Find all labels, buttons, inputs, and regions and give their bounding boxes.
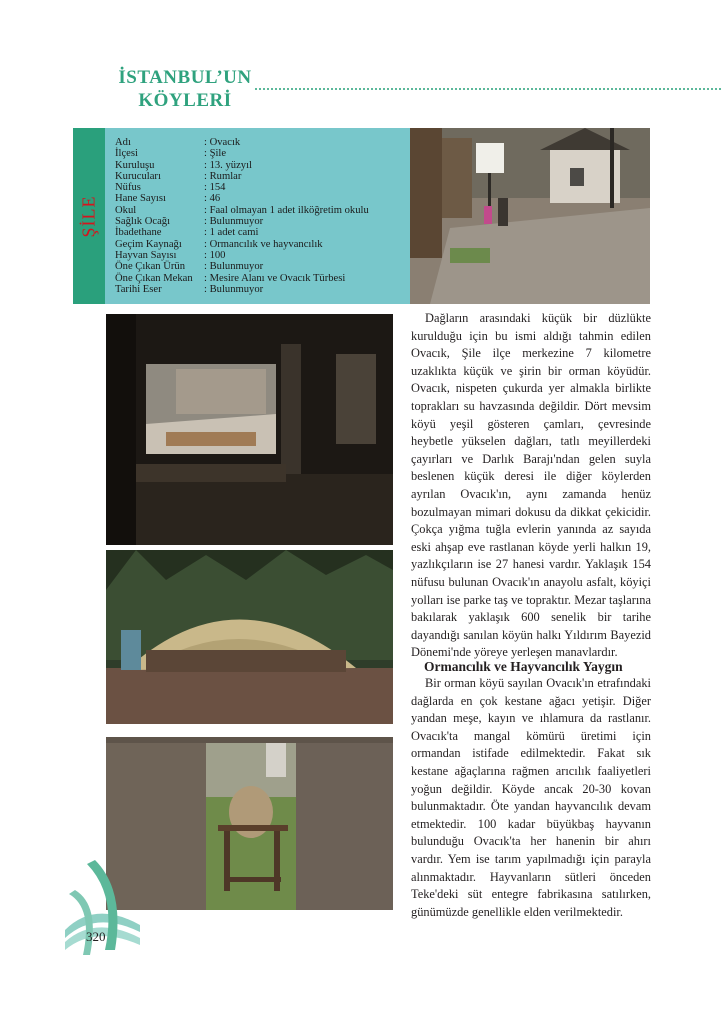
- info-row: [115, 239, 407, 250]
- info-value: : Bulunmuyor: [204, 216, 264, 228]
- info-value: : Ovacık: [204, 137, 241, 148]
- header-title-line2: KÖYLERİ: [138, 90, 232, 111]
- info-label: Sağlık Ocağı: [115, 216, 171, 228]
- header-dotted-rule: [255, 88, 721, 90]
- info-label: Nüfus: [115, 182, 141, 194]
- info-value: : 1 adet cami: [204, 227, 259, 239]
- info-label: Adı: [115, 137, 131, 148]
- info-value: : Faal olmayan 1 adet ilköğretim okulu: [204, 204, 369, 216]
- info-value: : Mesire Alanı ve Ovacık Türbesi: [204, 272, 346, 284]
- info-row: [115, 205, 407, 216]
- village-info-table: [115, 137, 407, 295]
- info-row: [115, 261, 407, 272]
- page-header-title: [100, 66, 270, 112]
- info-row: [115, 273, 407, 284]
- info-value: : Bulunmuyor: [204, 261, 264, 273]
- info-label: Öne Çıkan Ürün: [115, 261, 186, 273]
- district-label: [73, 128, 105, 304]
- info-label: Kuruluşu: [115, 159, 155, 171]
- info-label: İlçesi: [115, 148, 138, 160]
- info-label: Okul: [115, 204, 137, 216]
- info-value: : 100: [204, 249, 226, 261]
- info-row: [115, 227, 407, 238]
- info-label: Hane Sayısı: [115, 193, 166, 205]
- info-row: [115, 160, 407, 171]
- info-value: : Bulunmuyor: [204, 283, 264, 295]
- page-number: 320: [86, 929, 106, 944]
- info-row: [115, 148, 407, 159]
- info-row: [115, 137, 407, 148]
- info-row: [115, 250, 407, 261]
- info-value: : Ormancılık ve hayvancılık: [204, 238, 323, 250]
- charcoal-kiln-photo: [106, 550, 393, 724]
- info-value: : 13. yüzyıl: [204, 159, 252, 171]
- header-title-line1: İSTANBUL’UN: [118, 67, 252, 88]
- info-value: : 154: [204, 182, 226, 194]
- article-text-intro: [411, 310, 651, 662]
- info-label: İbadethane: [115, 227, 162, 239]
- info-row: [115, 284, 407, 295]
- section-heading: Ormancılık ve Hayvancılık Yaygın: [424, 659, 623, 674]
- paragraph-intro: Dağların arasındaki küçük bir düzlükte kurulduğu için bu ismi aldığı tahmin edilen Ovacık, Şile ilçe merkezine 7 kilometre uzaklıkta küçük ve şirin bir orman köyüdür. Ovacık, nispeten çukurda yer almakla birlikte toprakları su havzasında değildir. Dört mevsim köyü yeşil gösteren çamları, çevresinde heybetle yükselen dağları, tatlı meyillerdeki çayırları ve Darlık Barajı'ndan gelen suyla beslenen küçük deresi ile diğer köylerden ayrılan Ovacık'ın, aynı zamanda henüz bozulmayan mimari dokusu da dikkat çekicidir. Çokça yığma tuğla evlerin yanında az sayıda eski ahşap eve rastlanan köyde yerli halkın 19, yazlıkçıların ise 27 hanesi vardır. Yaklaşık 154 nüfusu bulunan Ovacık'ın anayolu asfalt, köyiçi yolları ise parke taş ve topraktır. Mezar taşlarına bakılarak yaklaşık 600 senelik bir tarihe dayandığı sanılan köyün halkı Yıldırım Bayezid Dönemi'nde yöreye yerleşen manavlardır.: [411, 311, 651, 660]
- info-value: : 46: [204, 193, 221, 205]
- paragraph-forestry: Bir orman köyü sayılan Ovacık'ın etrafındaki dağlarda en çok kestane ağacı yetişir. Diğer yandan meşe, kayın ve ıhlamura da rastlanır. Ovacık'ta mangal kömürü üretimi için ormandan istifade edilmektedir. Fakat sık kestane ağaçlarına rağmen arıcılık faaliyetleri yoğun değildir. Köyde ancak 20-30 kovan bulunmaktadır. Öte yandan hayvancılık devam etmektedir. 100 kadar büyükbaş hayvanın bulunduğu Ovacık'ta her hanenin bir ahırı vardır. Yem ise tarım yapılmadığı için parayla alınmaktadır. Hayvanların sütleri önceden Teke'deki süt entegre fabrikasına satılırken, günümüzde genellikle elden verilmektedir.: [411, 676, 651, 919]
- info-row: [115, 171, 407, 182]
- info-label: Tarihi Eser: [115, 283, 162, 295]
- grindstone-photo: [106, 737, 393, 910]
- workshop-interior-photo: [106, 314, 393, 545]
- info-value: : Şile: [204, 148, 227, 160]
- info-row: [115, 193, 407, 204]
- village-road-photo: [410, 128, 650, 304]
- info-row: [115, 182, 407, 193]
- info-label: Hayvan Sayısı: [115, 249, 177, 261]
- district-name-text: ŞİLE: [78, 195, 99, 237]
- article-text-forestry: [411, 675, 651, 921]
- info-label: Öne Çıkan Mekan: [115, 272, 193, 284]
- info-label: Kurucuları: [115, 170, 161, 182]
- info-row: [115, 216, 407, 227]
- info-value: : Rumlar: [204, 170, 242, 182]
- info-label: Geçim Kaynağı: [115, 238, 182, 250]
